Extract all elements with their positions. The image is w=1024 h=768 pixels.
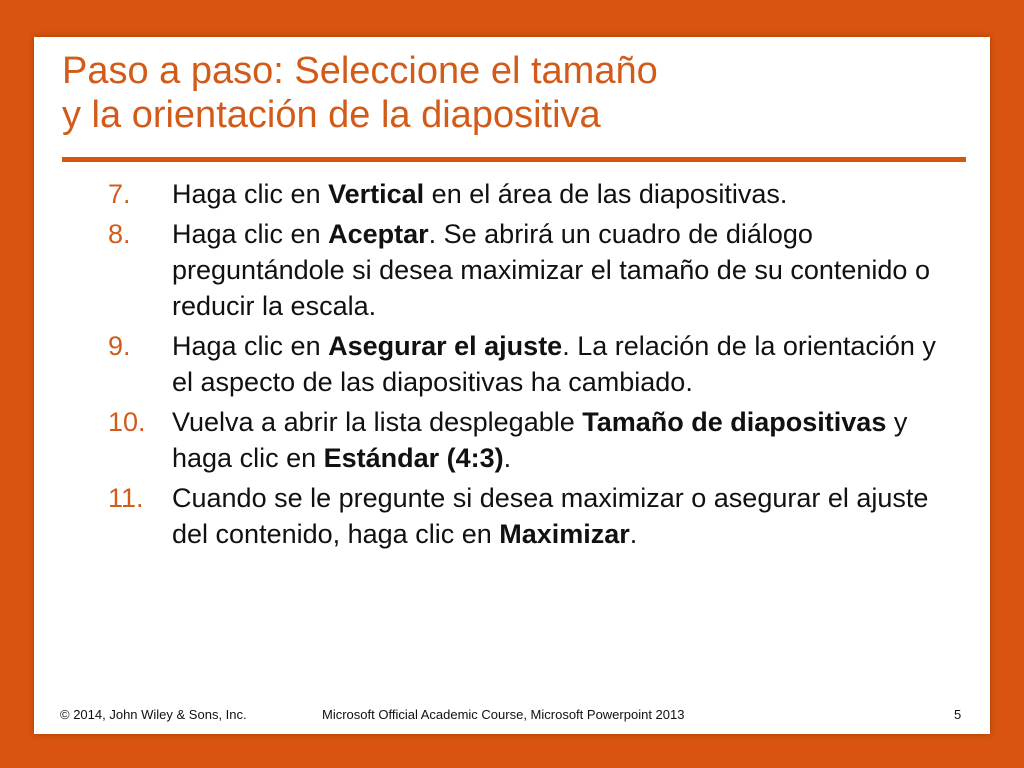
slide	[34, 37, 990, 734]
step-text-bold: Vertical	[328, 179, 425, 209]
step-text-run: y haga clic en	[172, 407, 908, 473]
title-divider	[62, 157, 966, 162]
step-text	[172, 219, 930, 321]
step-text	[172, 331, 936, 397]
step-item	[34, 328, 990, 400]
step-number: 11.	[108, 483, 144, 513]
slide-title	[62, 49, 962, 137]
step-number: 9.	[108, 331, 131, 361]
step-number: 8.	[108, 219, 131, 249]
step-item	[34, 404, 990, 476]
step-text-run: Vuelva a abrir la lista desplegable	[172, 407, 583, 437]
step-text-run: Cuando se le pregunte si desea maximizar o asegurar el ajuste del contenido, haga clic en	[172, 483, 929, 549]
step-text-run: en el área de las diapositivas.	[424, 179, 788, 209]
footer-copyright: © 2014, John Wiley & Sons, Inc.	[60, 707, 247, 722]
step-number: 10.	[108, 407, 146, 437]
step-text-run: Haga clic en	[172, 219, 329, 249]
step-text-bold: Tamaño de diapositivas	[582, 407, 887, 437]
step-item	[34, 480, 990, 552]
step-text	[172, 407, 907, 473]
step-number: 7.	[108, 179, 131, 209]
footer-course: Microsoft Official Academic Course, Microsoft Powerpoint 2013	[322, 707, 685, 722]
step-item	[34, 216, 990, 324]
page-number: 5	[954, 707, 962, 722]
step-text-run: . La relación de la orientación y el aspecto de las diapositivas ha cambiado.	[172, 331, 936, 397]
steps-list	[34, 176, 990, 556]
step-text-run: Haga clic en	[172, 331, 329, 361]
step-text-bold: Asegurar el ajuste	[328, 331, 563, 361]
step-item	[34, 176, 990, 212]
step-text-bold: Maximizar	[499, 519, 630, 549]
slide-title-line-1: Paso a paso: Seleccione el tamaño	[62, 50, 658, 92]
step-text-bold: Aceptar	[328, 219, 429, 249]
step-text-run: Haga clic en	[172, 179, 329, 209]
slide-title-line-2: y la orientación de la diapositiva	[62, 94, 601, 136]
step-text-bold: Estándar (4:3)	[323, 443, 504, 473]
step-text-run: .	[503, 443, 512, 473]
step-text	[172, 179, 787, 209]
step-text-run: .	[629, 519, 638, 549]
step-text-run: . Se abrirá un cuadro de diálogo preguntándole si desea maximizar el tamaño de su contenido o reducir la escala.	[172, 219, 930, 321]
step-text	[172, 483, 928, 549]
